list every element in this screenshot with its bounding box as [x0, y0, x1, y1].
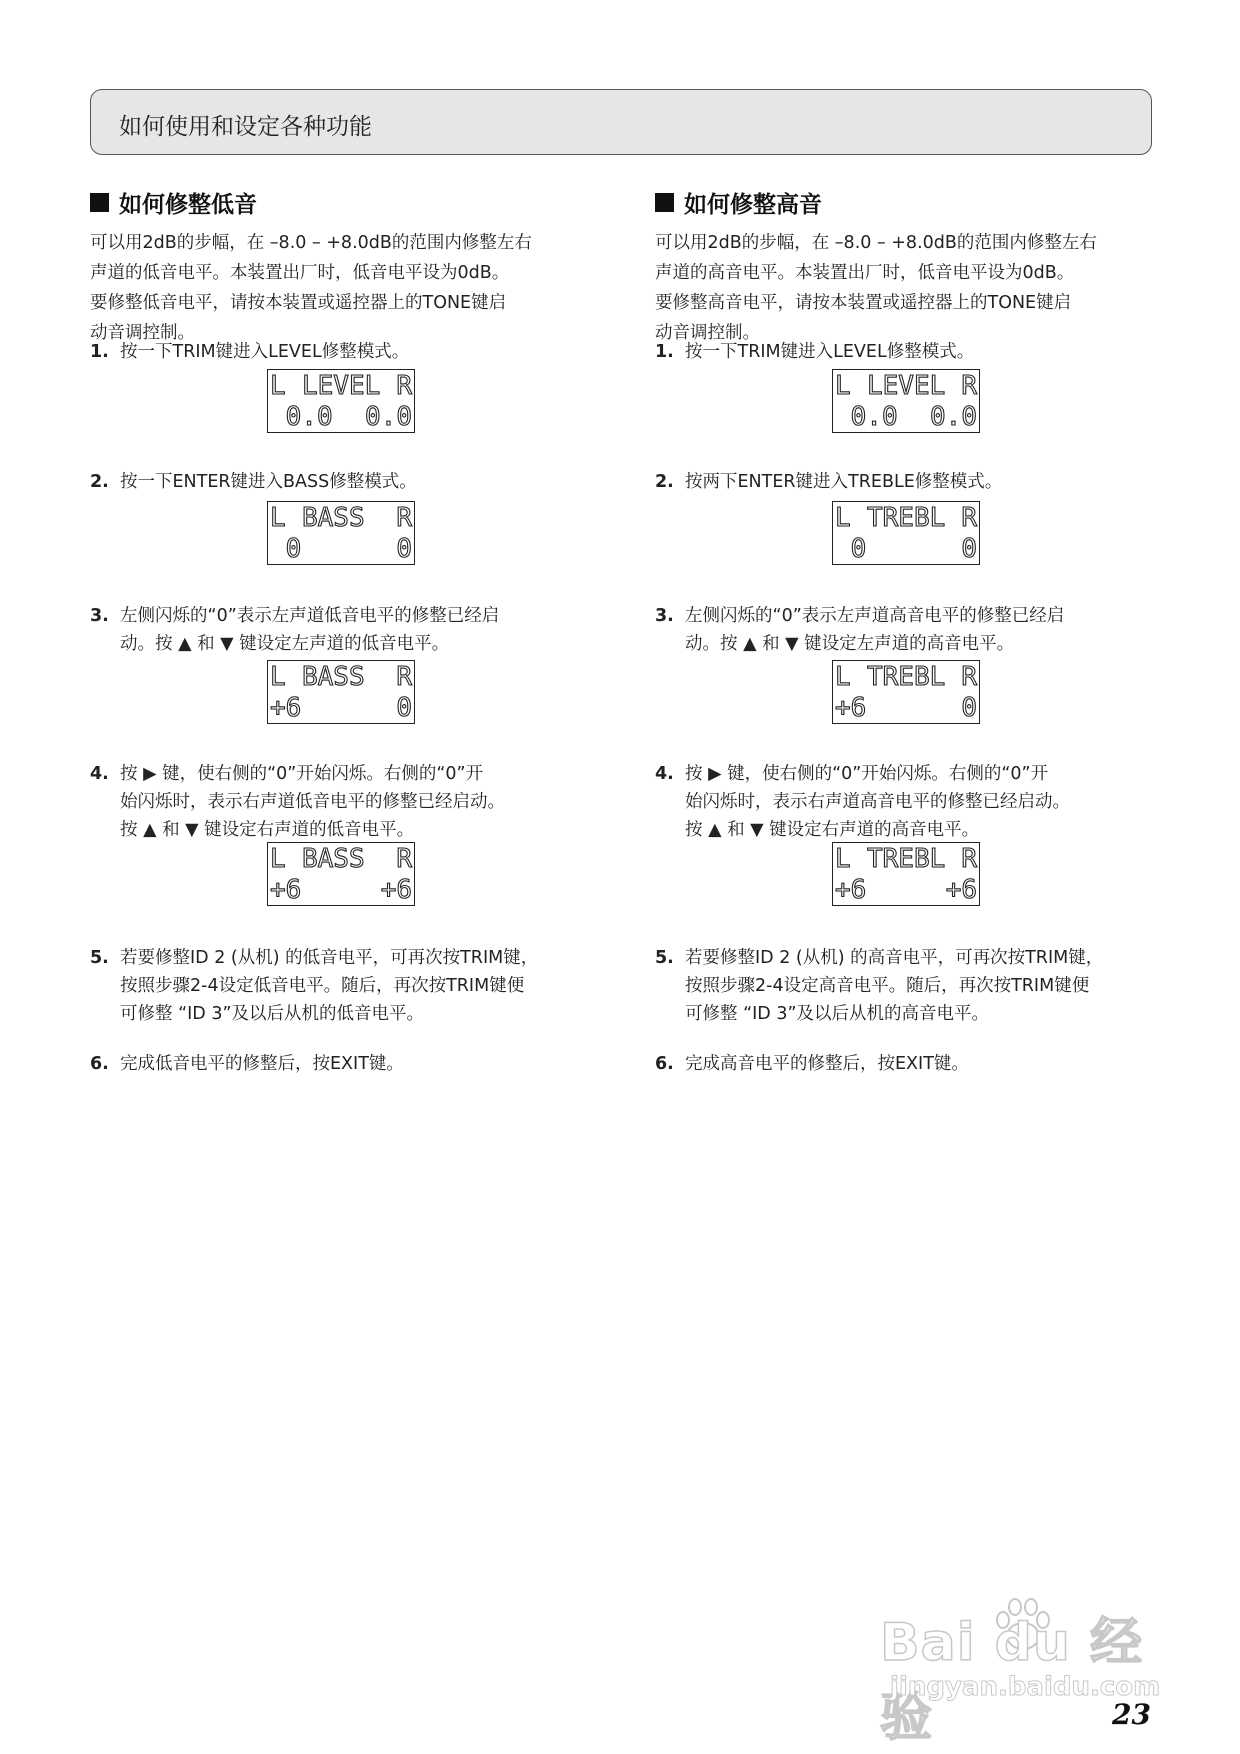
step-line: 按 ▲ 和 ▼ 键设定右声道的高音电平。 — [685, 820, 980, 840]
intro-line: 可以用2dB的步幅，在 –8.0 – +8.0dB的范围内修整左右 — [90, 233, 532, 253]
intro-line: 可以用2dB的步幅，在 –8.0 – +8.0dB的范围内修整左右 — [655, 233, 1097, 253]
intro-line: 要修整低音电平，请按本装置或遥控器上的TONE键启 — [90, 293, 507, 313]
lcd-left-label: L — [835, 503, 851, 533]
intro-line: 声道的低音电平。本装置出厂时，低音电平设为0dB。 — [90, 263, 510, 283]
step-text — [685, 760, 1165, 844]
lcd-right-label: R — [961, 503, 977, 533]
section-heading — [655, 186, 822, 219]
step-number: 4. — [90, 764, 109, 784]
lcd-right-value: 0 — [396, 693, 412, 723]
step-number: 6. — [655, 1054, 674, 1074]
step-line: 始闪烁时，表示右声道低音电平的修整已经启动。 — [120, 792, 505, 812]
square-bullet-icon — [655, 193, 674, 212]
intro-line: 要修整高音电平，请按本装置或遥控器上的TONE键启 — [655, 293, 1072, 313]
lcd-right-label: R — [961, 844, 977, 874]
lcd-right-value: 0 — [961, 534, 977, 564]
section-heading-text: 如何修整低音 — [119, 192, 257, 218]
lcd-left-value: +6 — [270, 693, 302, 723]
step-line: 左侧闪烁的“0”表示左声道高音电平的修整已经启 — [685, 606, 1065, 626]
lcd-right-value: 0.0 — [930, 402, 977, 432]
step-text — [120, 760, 600, 844]
watermark-url: jingyan.baidu.com — [890, 1672, 1161, 1702]
step-text — [120, 602, 600, 658]
step-text — [685, 468, 1165, 496]
watermark-brand: Bai du 经验 — [880, 1613, 1143, 1748]
lcd-left-value: 0 — [835, 534, 867, 564]
step-line: 可修整 “ID 3”及以后从机的高音电平。 — [685, 1004, 990, 1024]
lcd-right-label: R — [396, 371, 412, 401]
step-line: 左侧闪烁的“0”表示左声道低音电平的修整已经启 — [120, 606, 500, 626]
lcd-right-value: 0 — [396, 534, 412, 564]
lcd-display — [267, 842, 415, 906]
lcd-mode: BASS — [302, 662, 365, 692]
lcd-right-value: 0 — [961, 693, 977, 723]
lcd-left-label: L — [270, 844, 286, 874]
lcd-right-label: R — [396, 662, 412, 692]
step-text — [120, 468, 600, 496]
lcd-display — [832, 369, 980, 433]
lcd-left-label: L — [270, 371, 286, 401]
step-line: 若要修整ID 2 (从机) 的高音电平，可再次按TRIM键， — [685, 948, 1104, 968]
lcd-right-label: R — [961, 371, 977, 401]
lcd-display — [267, 660, 415, 724]
lcd-display — [267, 501, 415, 565]
step-text — [120, 944, 600, 1028]
lcd-display — [267, 369, 415, 433]
lcd-right-value: +6 — [380, 875, 412, 905]
lcd-right-label: R — [396, 503, 412, 533]
lcd-right-value: +6 — [945, 875, 977, 905]
lcd-left-value: 0.0 — [270, 402, 333, 432]
step-line: 按照步骤2-4设定低音电平。随后，再次按TRIM键便 — [120, 976, 525, 996]
lcd-display — [832, 501, 980, 565]
lcd-mode: TREBL — [867, 503, 946, 533]
lcd-display — [832, 842, 980, 906]
lcd-left-label: L — [835, 662, 851, 692]
lcd-left-value: +6 — [270, 875, 302, 905]
lcd-left-value: 0 — [270, 534, 302, 564]
step-line: 动。按 ▲ 和 ▼ 键设定左声道的低音电平。 — [120, 634, 450, 654]
lcd-mode: TREBL — [867, 662, 946, 692]
step-number: 3. — [655, 606, 674, 626]
page-title: 如何使用和设定各种功能 — [119, 114, 372, 140]
step-line: 始闪烁时，表示右声道高音电平的修整已经启动。 — [685, 792, 1070, 812]
step-text — [685, 944, 1165, 1028]
step-line: 按照步骤2-4设定高音电平。随后，再次按TRIM键便 — [685, 976, 1090, 996]
step-line: 按一下TRIM键进入LEVEL修整模式。 — [685, 342, 975, 362]
lcd-left-label: L — [835, 371, 851, 401]
step-number: 2. — [90, 472, 109, 492]
step-line: 按 ▲ 和 ▼ 键设定右声道的低音电平。 — [120, 820, 415, 840]
lcd-left-value: +6 — [835, 875, 867, 905]
step-number: 4. — [655, 764, 674, 784]
lcd-left-value: +6 — [835, 693, 867, 723]
page-number: 23 — [1112, 1698, 1151, 1731]
step-line: 动。按 ▲ 和 ▼ 键设定左声道的高音电平。 — [685, 634, 1015, 654]
lcd-mode: BASS — [302, 844, 365, 874]
intro-line: 声道的高音电平。本装置出厂时，低音电平设为0dB。 — [655, 263, 1075, 283]
lcd-mode: LEVEL — [867, 371, 946, 401]
lcd-mode: BASS — [302, 503, 365, 533]
lcd-left-label: L — [270, 503, 286, 533]
step-number: 5. — [90, 948, 109, 968]
step-number: 3. — [90, 606, 109, 626]
lcd-left-value: 0.0 — [835, 402, 898, 432]
intro-paragraph — [90, 228, 600, 348]
lcd-display — [832, 660, 980, 724]
step-line: 可修整 “ID 3”及以后从机的低音电平。 — [120, 1004, 425, 1024]
lcd-right-label: R — [961, 662, 977, 692]
section-heading — [90, 186, 257, 219]
step-text — [120, 338, 600, 366]
step-text — [685, 602, 1165, 658]
step-number: 5. — [655, 948, 674, 968]
section-header-box — [90, 89, 1152, 155]
step-number: 1. — [655, 342, 674, 362]
section-heading-text: 如何修整高音 — [684, 192, 822, 218]
step-line: 完成低音电平的修整后，按EXIT键。 — [120, 1054, 404, 1074]
lcd-right-value: 0.0 — [365, 402, 412, 432]
step-line: 按 ▶ 键，使右侧的“0”开始闪烁。右侧的“0”开 — [685, 764, 1049, 784]
square-bullet-icon — [90, 193, 109, 212]
step-line: 按两下ENTER键进入TREBLE修整模式。 — [685, 472, 1003, 492]
step-line: 按一下ENTER键进入BASS修整模式。 — [120, 472, 417, 492]
step-number: 6. — [90, 1054, 109, 1074]
intro-line: 动音调控制。 — [90, 323, 195, 343]
lcd-right-label: R — [396, 844, 412, 874]
step-number: 1. — [90, 342, 109, 362]
lcd-mode: TREBL — [867, 844, 946, 874]
step-line: 按一下TRIM键进入LEVEL修整模式。 — [120, 342, 410, 362]
baidu-watermark — [880, 1590, 1170, 1748]
step-text — [685, 1050, 1165, 1078]
intro-line: 动音调控制。 — [655, 323, 760, 343]
lcd-left-label: L — [835, 844, 851, 874]
step-line: 完成高音电平的修整后，按EXIT键。 — [685, 1054, 969, 1074]
lcd-left-label: L — [270, 662, 286, 692]
step-line: 按 ▶ 键，使右侧的“0”开始闪烁。右侧的“0”开 — [120, 764, 484, 784]
step-text — [120, 1050, 600, 1078]
intro-paragraph — [655, 228, 1165, 348]
step-text — [685, 338, 1165, 366]
lcd-mode: LEVEL — [302, 371, 381, 401]
step-number: 2. — [655, 472, 674, 492]
step-line: 若要修整ID 2 (从机) 的低音电平，可再次按TRIM键， — [120, 948, 539, 968]
